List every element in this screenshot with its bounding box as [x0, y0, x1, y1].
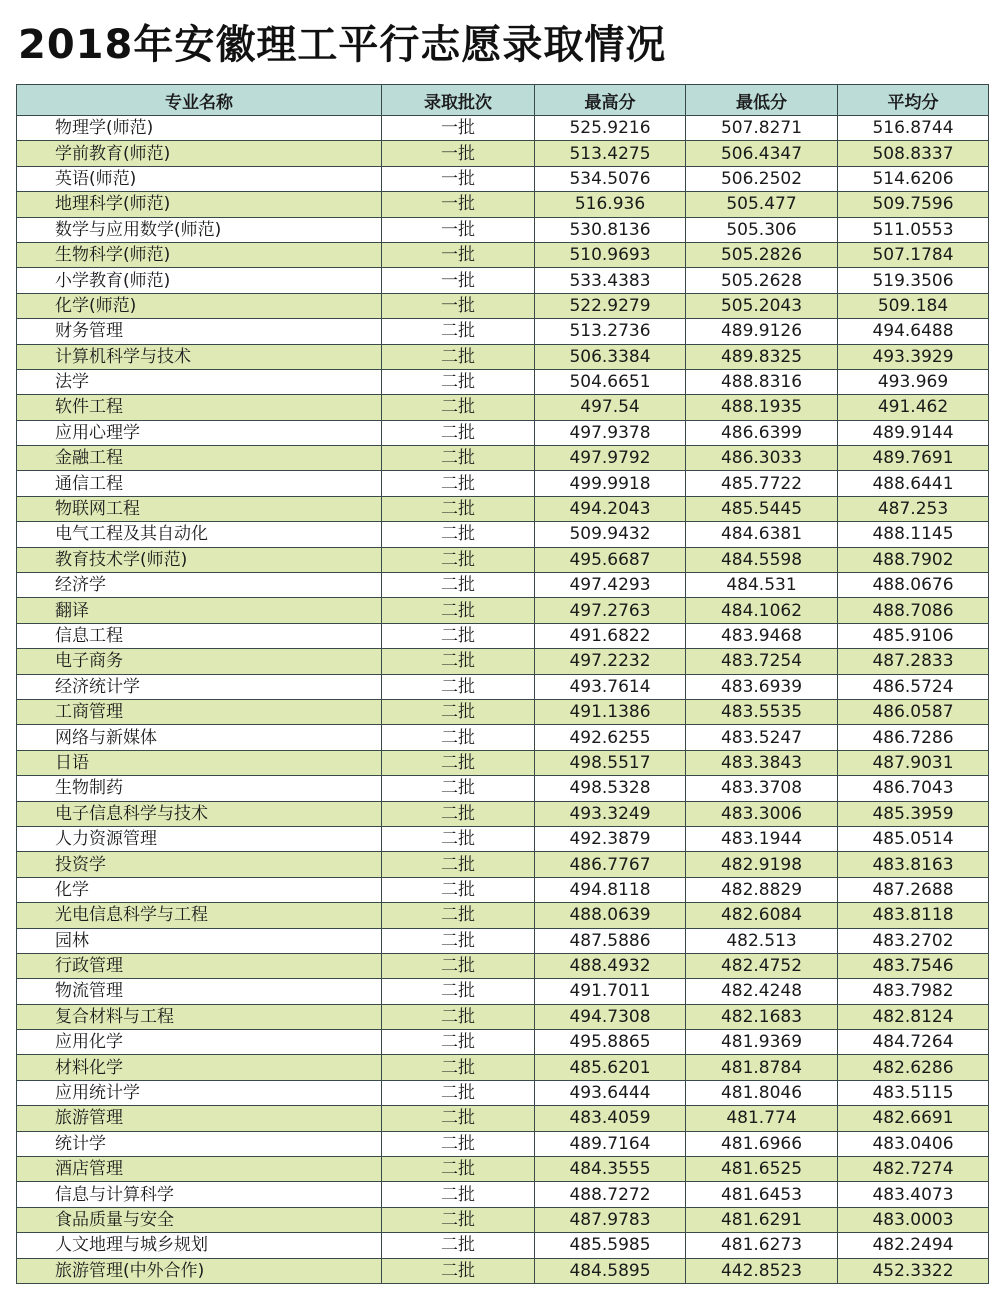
cell-batch: 二批 — [382, 852, 535, 877]
cell-avg-score: 493.3929 — [838, 344, 989, 369]
cell-batch: 二批 — [382, 319, 535, 344]
cell-major-name: 光电信息科学与工程 — [17, 903, 382, 928]
cell-min-score: 483.3843 — [686, 750, 838, 775]
cell-min-score: 482.9198 — [686, 852, 838, 877]
cell-min-score: 484.531 — [686, 573, 838, 598]
cell-major-name: 信息工程 — [17, 623, 382, 648]
cell-max-score: 488.4932 — [535, 953, 686, 978]
cell-max-score: 488.0639 — [535, 903, 686, 928]
column-header-batch: 录取批次 — [382, 85, 535, 116]
cell-max-score: 489.7164 — [535, 1131, 686, 1156]
cell-major-name: 旅游管理 — [17, 1106, 382, 1131]
cell-batch: 二批 — [382, 573, 535, 598]
table-row — [17, 598, 989, 623]
cell-major-name: 数学与应用数学(师范) — [17, 217, 382, 242]
table-row — [17, 369, 989, 394]
cell-min-score: 505.477 — [686, 192, 838, 217]
table-row — [17, 471, 989, 496]
cell-major-name: 学前教育(师范) — [17, 141, 382, 166]
column-header-major: 专业名称 — [17, 85, 382, 116]
table-row — [17, 674, 989, 699]
cell-avg-score: 489.9144 — [838, 420, 989, 445]
table-row — [17, 776, 989, 801]
cell-major-name: 化学 — [17, 877, 382, 902]
cell-major-name: 园林 — [17, 928, 382, 953]
cell-batch: 二批 — [382, 471, 535, 496]
cell-major-name: 人力资源管理 — [17, 826, 382, 851]
cell-min-score: 485.5445 — [686, 496, 838, 521]
cell-batch: 二批 — [382, 776, 535, 801]
cell-min-score: 489.9126 — [686, 319, 838, 344]
cell-max-score: 494.2043 — [535, 496, 686, 521]
cell-max-score: 494.7308 — [535, 1004, 686, 1029]
cell-max-score: 506.3384 — [535, 344, 686, 369]
page-title: 2018年安徽理工平行志愿录取情况 — [18, 22, 667, 68]
cell-avg-score: 509.184 — [838, 293, 989, 318]
cell-max-score: 491.7011 — [535, 979, 686, 1004]
cell-major-name: 经济统计学 — [17, 674, 382, 699]
table-row — [17, 1080, 989, 1105]
cell-avg-score: 485.3959 — [838, 801, 989, 826]
cell-batch: 二批 — [382, 1055, 535, 1080]
table-row — [17, 1030, 989, 1055]
cell-major-name: 人文地理与城乡规划 — [17, 1233, 382, 1258]
cell-min-score: 483.5535 — [686, 699, 838, 724]
cell-major-name: 通信工程 — [17, 471, 382, 496]
cell-max-score: 493.6444 — [535, 1080, 686, 1105]
cell-batch: 二批 — [382, 395, 535, 420]
table-row — [17, 1055, 989, 1080]
cell-avg-score: 482.6691 — [838, 1106, 989, 1131]
column-header-avg-score: 平均分 — [838, 85, 989, 116]
cell-max-score: 493.3249 — [535, 801, 686, 826]
cell-batch: 一批 — [382, 217, 535, 242]
cell-major-name: 翻译 — [17, 598, 382, 623]
cell-max-score: 484.5895 — [535, 1258, 686, 1283]
cell-max-score: 513.2736 — [535, 319, 686, 344]
cell-min-score: 481.6291 — [686, 1207, 838, 1232]
table-row — [17, 217, 989, 242]
cell-avg-score: 483.7546 — [838, 953, 989, 978]
cell-avg-score: 484.7264 — [838, 1030, 989, 1055]
table-row — [17, 1131, 989, 1156]
table-row — [17, 1106, 989, 1131]
table-row — [17, 242, 989, 267]
cell-batch: 二批 — [382, 369, 535, 394]
table-row — [17, 1258, 989, 1283]
cell-max-score: 522.9279 — [535, 293, 686, 318]
cell-min-score: 488.8316 — [686, 369, 838, 394]
table-row — [17, 293, 989, 318]
cell-max-score: 509.9432 — [535, 522, 686, 547]
cell-avg-score: 483.5115 — [838, 1080, 989, 1105]
cell-max-score: 525.9216 — [535, 116, 686, 141]
cell-min-score: 484.5598 — [686, 547, 838, 572]
cell-batch: 二批 — [382, 903, 535, 928]
cell-major-name: 金融工程 — [17, 446, 382, 471]
cell-avg-score: 482.7274 — [838, 1157, 989, 1182]
cell-min-score: 481.8784 — [686, 1055, 838, 1080]
cell-batch: 一批 — [382, 268, 535, 293]
cell-batch: 二批 — [382, 1131, 535, 1156]
cell-max-score: 497.54 — [535, 395, 686, 420]
cell-avg-score: 482.8124 — [838, 1004, 989, 1029]
cell-major-name: 应用化学 — [17, 1030, 382, 1055]
cell-avg-score: 482.2494 — [838, 1233, 989, 1258]
table-row — [17, 522, 989, 547]
cell-max-score: 510.9693 — [535, 242, 686, 267]
cell-batch: 二批 — [382, 446, 535, 471]
cell-batch: 二批 — [382, 1004, 535, 1029]
admission-scores-table — [16, 84, 989, 1284]
cell-max-score: 485.6201 — [535, 1055, 686, 1080]
cell-major-name: 投资学 — [17, 852, 382, 877]
cell-avg-score: 486.7286 — [838, 725, 989, 750]
table-row — [17, 699, 989, 724]
cell-major-name: 物理学(师范) — [17, 116, 382, 141]
cell-max-score: 484.3555 — [535, 1157, 686, 1182]
cell-max-score: 516.936 — [535, 192, 686, 217]
cell-max-score: 504.6651 — [535, 369, 686, 394]
cell-major-name: 复合材料与工程 — [17, 1004, 382, 1029]
cell-avg-score: 483.8118 — [838, 903, 989, 928]
column-header-max-score: 最高分 — [535, 85, 686, 116]
cell-major-name: 电子商务 — [17, 649, 382, 674]
cell-batch: 二批 — [382, 344, 535, 369]
cell-major-name: 材料化学 — [17, 1055, 382, 1080]
cell-major-name: 酒店管理 — [17, 1157, 382, 1182]
cell-avg-score: 483.0003 — [838, 1207, 989, 1232]
cell-max-score: 492.3879 — [535, 826, 686, 851]
cell-min-score: 483.3708 — [686, 776, 838, 801]
table-row — [17, 826, 989, 851]
cell-batch: 二批 — [382, 1258, 535, 1283]
cell-major-name: 地理科学(师范) — [17, 192, 382, 217]
cell-batch: 二批 — [382, 1182, 535, 1207]
cell-major-name: 应用心理学 — [17, 420, 382, 445]
cell-avg-score: 487.9031 — [838, 750, 989, 775]
table-row — [17, 1182, 989, 1207]
cell-avg-score: 487.2688 — [838, 877, 989, 902]
cell-major-name: 统计学 — [17, 1131, 382, 1156]
cell-max-score: 497.2232 — [535, 649, 686, 674]
cell-avg-score: 485.9106 — [838, 623, 989, 648]
cell-min-score: 488.1935 — [686, 395, 838, 420]
table-row — [17, 268, 989, 293]
cell-max-score: 483.4059 — [535, 1106, 686, 1131]
cell-major-name: 电气工程及其自动化 — [17, 522, 382, 547]
cell-avg-score: 493.969 — [838, 369, 989, 394]
table-row — [17, 496, 989, 521]
table-row — [17, 319, 989, 344]
cell-min-score: 484.6381 — [686, 522, 838, 547]
cell-max-score: 491.6822 — [535, 623, 686, 648]
cell-min-score: 483.7254 — [686, 649, 838, 674]
cell-batch: 一批 — [382, 242, 535, 267]
cell-batch: 二批 — [382, 1030, 535, 1055]
table-row — [17, 623, 989, 648]
cell-min-score: 489.8325 — [686, 344, 838, 369]
table-row — [17, 141, 989, 166]
cell-max-score: 497.9792 — [535, 446, 686, 471]
cell-avg-score: 491.462 — [838, 395, 989, 420]
cell-avg-score: 507.1784 — [838, 242, 989, 267]
cell-min-score: 482.8829 — [686, 877, 838, 902]
table-row — [17, 953, 989, 978]
cell-batch: 二批 — [382, 979, 535, 1004]
table-row — [17, 1157, 989, 1182]
cell-min-score: 481.6525 — [686, 1157, 838, 1182]
cell-min-score: 483.3006 — [686, 801, 838, 826]
cell-min-score: 484.1062 — [686, 598, 838, 623]
cell-batch: 一批 — [382, 116, 535, 141]
cell-major-name: 物流管理 — [17, 979, 382, 1004]
cell-major-name: 网络与新媒体 — [17, 725, 382, 750]
cell-avg-score: 488.7902 — [838, 547, 989, 572]
cell-max-score: 488.7272 — [535, 1182, 686, 1207]
cell-batch: 二批 — [382, 598, 535, 623]
cell-avg-score: 488.0676 — [838, 573, 989, 598]
cell-min-score: 481.774 — [686, 1106, 838, 1131]
cell-max-score: 530.8136 — [535, 217, 686, 242]
table-row — [17, 192, 989, 217]
cell-major-name: 经济学 — [17, 573, 382, 598]
cell-max-score: 495.6687 — [535, 547, 686, 572]
cell-avg-score: 514.6206 — [838, 166, 989, 191]
cell-batch: 一批 — [382, 166, 535, 191]
cell-max-score: 497.9378 — [535, 420, 686, 445]
cell-major-name: 生物科学(师范) — [17, 242, 382, 267]
cell-major-name: 电子信息科学与技术 — [17, 801, 382, 826]
table-row — [17, 903, 989, 928]
cell-avg-score: 452.3322 — [838, 1258, 989, 1283]
table-row — [17, 344, 989, 369]
table-row — [17, 649, 989, 674]
cell-avg-score: 511.0553 — [838, 217, 989, 242]
cell-avg-score: 508.8337 — [838, 141, 989, 166]
cell-min-score: 481.6273 — [686, 1233, 838, 1258]
cell-min-score: 481.6453 — [686, 1182, 838, 1207]
column-header-min-score: 最低分 — [686, 85, 838, 116]
table-row — [17, 1207, 989, 1232]
cell-max-score: 498.5517 — [535, 750, 686, 775]
cell-min-score: 482.4752 — [686, 953, 838, 978]
cell-avg-score: 509.7596 — [838, 192, 989, 217]
cell-batch: 二批 — [382, 522, 535, 547]
cell-batch: 二批 — [382, 826, 535, 851]
cell-batch: 一批 — [382, 192, 535, 217]
cell-max-score: 495.8865 — [535, 1030, 686, 1055]
cell-min-score: 481.6966 — [686, 1131, 838, 1156]
cell-major-name: 物联网工程 — [17, 496, 382, 521]
cell-batch: 二批 — [382, 1157, 535, 1182]
cell-max-score: 493.7614 — [535, 674, 686, 699]
cell-max-score: 513.4275 — [535, 141, 686, 166]
cell-min-score: 506.2502 — [686, 166, 838, 191]
cell-avg-score: 488.7086 — [838, 598, 989, 623]
cell-min-score: 507.8271 — [686, 116, 838, 141]
cell-max-score: 497.2763 — [535, 598, 686, 623]
cell-major-name: 信息与计算科学 — [17, 1182, 382, 1207]
cell-avg-score: 488.1145 — [838, 522, 989, 547]
cell-max-score: 487.5886 — [535, 928, 686, 953]
table-header-row — [17, 85, 989, 116]
cell-min-score: 483.5247 — [686, 725, 838, 750]
cell-major-name: 财务管理 — [17, 319, 382, 344]
cell-min-score: 505.2043 — [686, 293, 838, 318]
cell-max-score: 534.5076 — [535, 166, 686, 191]
cell-max-score: 492.6255 — [535, 725, 686, 750]
cell-min-score: 442.8523 — [686, 1258, 838, 1283]
cell-min-score: 483.6939 — [686, 674, 838, 699]
table-row — [17, 1233, 989, 1258]
cell-avg-score: 483.0406 — [838, 1131, 989, 1156]
cell-batch: 一批 — [382, 293, 535, 318]
cell-avg-score: 483.2702 — [838, 928, 989, 953]
cell-avg-score: 486.7043 — [838, 776, 989, 801]
cell-major-name: 英语(师范) — [17, 166, 382, 191]
cell-batch: 二批 — [382, 1207, 535, 1232]
cell-avg-score: 487.2833 — [838, 649, 989, 674]
cell-min-score: 485.7722 — [686, 471, 838, 496]
cell-major-name: 软件工程 — [17, 395, 382, 420]
cell-max-score: 499.9918 — [535, 471, 686, 496]
cell-major-name: 旅游管理(中外合作) — [17, 1258, 382, 1283]
cell-major-name: 法学 — [17, 369, 382, 394]
table-row — [17, 420, 989, 445]
table-row — [17, 725, 989, 750]
cell-avg-score: 519.3506 — [838, 268, 989, 293]
cell-major-name: 应用统计学 — [17, 1080, 382, 1105]
cell-min-score: 483.9468 — [686, 623, 838, 648]
table-row — [17, 573, 989, 598]
cell-batch: 二批 — [382, 953, 535, 978]
cell-max-score: 491.1386 — [535, 699, 686, 724]
cell-avg-score: 482.6286 — [838, 1055, 989, 1080]
cell-avg-score: 486.0587 — [838, 699, 989, 724]
table-row — [17, 979, 989, 1004]
cell-min-score: 481.9369 — [686, 1030, 838, 1055]
cell-avg-score: 516.8744 — [838, 116, 989, 141]
cell-avg-score: 483.8163 — [838, 852, 989, 877]
cell-batch: 二批 — [382, 928, 535, 953]
table-row — [17, 547, 989, 572]
cell-max-score: 487.9783 — [535, 1207, 686, 1232]
cell-min-score: 482.513 — [686, 928, 838, 953]
cell-avg-score: 488.6441 — [838, 471, 989, 496]
cell-avg-score: 494.6488 — [838, 319, 989, 344]
cell-major-name: 日语 — [17, 750, 382, 775]
cell-min-score: 506.4347 — [686, 141, 838, 166]
cell-batch: 二批 — [382, 649, 535, 674]
cell-min-score: 481.8046 — [686, 1080, 838, 1105]
cell-major-name: 小学教育(师范) — [17, 268, 382, 293]
cell-avg-score: 483.4073 — [838, 1182, 989, 1207]
cell-batch: 二批 — [382, 547, 535, 572]
cell-major-name: 工商管理 — [17, 699, 382, 724]
cell-min-score: 482.6084 — [686, 903, 838, 928]
cell-max-score: 498.5328 — [535, 776, 686, 801]
cell-batch: 二批 — [382, 674, 535, 699]
cell-min-score: 505.2628 — [686, 268, 838, 293]
cell-batch: 二批 — [382, 801, 535, 826]
cell-min-score: 486.3033 — [686, 446, 838, 471]
cell-avg-score: 485.0514 — [838, 826, 989, 851]
cell-batch: 二批 — [382, 420, 535, 445]
cell-major-name: 食品质量与安全 — [17, 1207, 382, 1232]
table-row — [17, 928, 989, 953]
cell-min-score: 482.4248 — [686, 979, 838, 1004]
table-row — [17, 1004, 989, 1029]
cell-avg-score: 487.253 — [838, 496, 989, 521]
cell-avg-score: 486.5724 — [838, 674, 989, 699]
table-row — [17, 801, 989, 826]
cell-max-score: 494.8118 — [535, 877, 686, 902]
cell-major-name: 生物制药 — [17, 776, 382, 801]
cell-max-score: 533.4383 — [535, 268, 686, 293]
table-row — [17, 852, 989, 877]
cell-batch: 二批 — [382, 750, 535, 775]
cell-batch: 二批 — [382, 1080, 535, 1105]
cell-max-score: 485.5985 — [535, 1233, 686, 1258]
cell-batch: 二批 — [382, 1106, 535, 1131]
cell-batch: 二批 — [382, 725, 535, 750]
cell-major-name: 行政管理 — [17, 953, 382, 978]
table-row — [17, 166, 989, 191]
cell-batch: 二批 — [382, 699, 535, 724]
cell-min-score: 505.306 — [686, 217, 838, 242]
cell-batch: 二批 — [382, 496, 535, 521]
cell-max-score: 486.7767 — [535, 852, 686, 877]
table-row — [17, 750, 989, 775]
cell-batch: 二批 — [382, 877, 535, 902]
table-row — [17, 446, 989, 471]
table-row — [17, 395, 989, 420]
cell-avg-score: 483.7982 — [838, 979, 989, 1004]
table-row — [17, 116, 989, 141]
cell-min-score: 486.6399 — [686, 420, 838, 445]
cell-major-name: 化学(师范) — [17, 293, 382, 318]
cell-avg-score: 489.7691 — [838, 446, 989, 471]
cell-batch: 二批 — [382, 623, 535, 648]
cell-batch: 二批 — [382, 1233, 535, 1258]
cell-min-score: 505.2826 — [686, 242, 838, 267]
cell-major-name: 教育技术学(师范) — [17, 547, 382, 572]
cell-batch: 一批 — [382, 141, 535, 166]
cell-max-score: 497.4293 — [535, 573, 686, 598]
cell-min-score: 482.1683 — [686, 1004, 838, 1029]
table-row — [17, 877, 989, 902]
table-body — [17, 116, 989, 1284]
cell-min-score: 483.1944 — [686, 826, 838, 851]
cell-major-name: 计算机科学与技术 — [17, 344, 382, 369]
